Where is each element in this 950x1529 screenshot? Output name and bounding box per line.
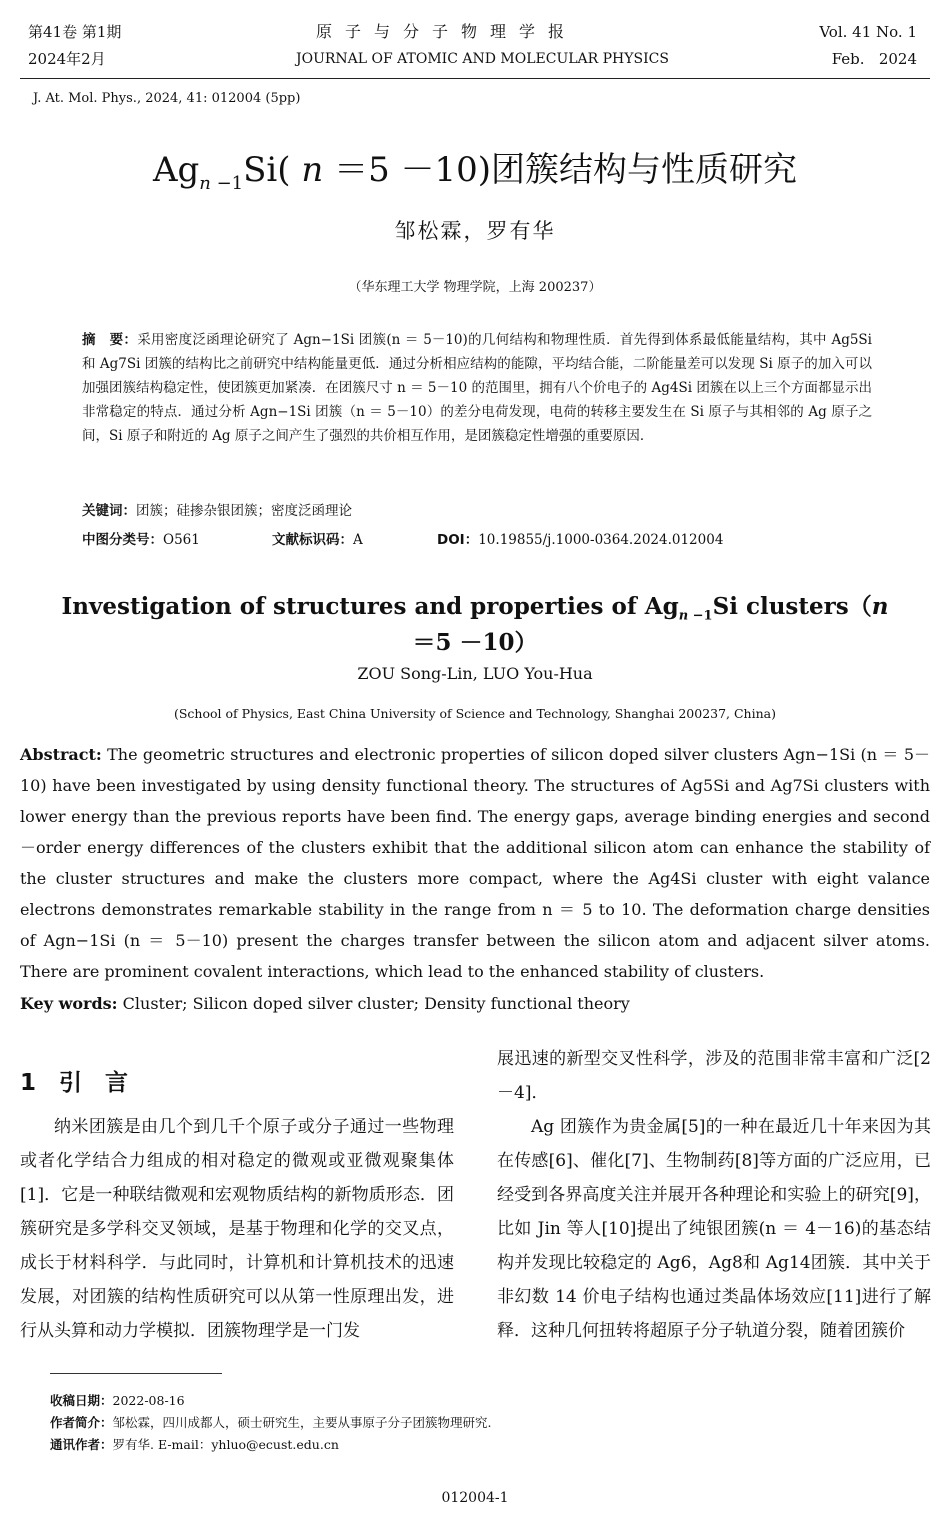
authors-en: ZOU Song-Lin, LUO You-Hua [357, 664, 593, 683]
received-label: 收稿日期： [50, 1393, 113, 1408]
keywords-en [20, 988, 930, 1019]
header-date-en: Feb. 2024 [831, 50, 917, 68]
footnote-author-bio [50, 1412, 492, 1434]
section-heading: 1 引 言 [20, 1070, 129, 1096]
right-column [497, 1042, 931, 1348]
corr-text: 罗有华. E-mail：yhluo@ecust.edu.cn [112, 1437, 339, 1452]
clc-label: 中图分类号： [82, 532, 163, 548]
abstract-cn-label: 摘 要： [82, 332, 138, 348]
bio-label: 作者简介： [50, 1415, 113, 1430]
abstract-en-label: Abstract: [20, 745, 102, 764]
clc-value: O561 [163, 532, 200, 548]
bio-text: 邹松霖，四川成都人，硕士研究生，主要从事原子分子团簇物理研究. [112, 1415, 492, 1430]
received-date: 2022-08-16 [112, 1393, 185, 1408]
doc-label: 文献标识码： [272, 532, 353, 548]
header-rule [20, 78, 930, 79]
title-cn: $Ag_{n -1}Si$( n ＝5 －10)团簇结构与性质研究 [152, 150, 798, 194]
header-date-cn: 2024年2月 [28, 50, 106, 68]
left-column [20, 1110, 454, 1348]
keywords-cn [82, 499, 352, 519]
abstract-en-text: The geometric structures and electronic properties of silicon doped silver clusters Agn−1Si (n ＝ 5－10) have been investigated by using density functional theory. The structures of Ag5Si and Ag7Si clusters with lower energy than the previous reports have been find. The energy gaps, average binding energies and second－order energy differences of the clusters exhibit that the additional silicon atom can enhance the stability of the cluster structures and make the clusters more compact, where the Ag4Si cluster with eight valance electrons demonstrates remarkable stability in the range from n ＝ 5 to 10. The deformation charge densities of Agn−1Si (n ＝ 5－10) present the charges transfer between the silicon atom and adjacent silver atoms. There are prominent covalent interactions, which lead to the enhanced stability of clusters. [20, 745, 931, 981]
abstract-en [20, 739, 930, 987]
page-number: 012004-1 [441, 1490, 509, 1506]
affiliation-cn: （华东理工大学 物理学院，上海 200237） [348, 280, 602, 295]
doi-label: DOI： [437, 532, 479, 548]
right-column-paragraph-1: 展迅速的新型交叉性科学，涉及的范围非常丰富和广泛[2－4]． [497, 1049, 931, 1103]
keywords-en-label: Key words: [20, 994, 118, 1013]
doi [437, 528, 723, 548]
left-column-paragraph: 纳米团簇是由几个到几千个原子或分子通过一些物理或者化学结合力组成的相对稳定的微观或亚微观聚集体[1]．它是一种联结微观和宏观物质结构的新物质形态．团簇研究是多学科交叉领域，是基于物理和化学的交叉点，成长于材料科学．与此同时，计算机和计算机技术的迅速发展，对团簇的结构性质研究可以从第一性原理出发，进行从头算和动力学模拟．团簇物理学是一门发 [20, 1117, 454, 1341]
doc-code [272, 528, 363, 548]
keywords-cn-label: 关键词： [82, 503, 136, 519]
keywords-en-text: Cluster; Silicon doped silver cluster; Density functional theory [122, 994, 630, 1013]
header-journal-en: JOURNAL OF ATOMIC AND MOLECULAR PHYSICS [296, 51, 669, 67]
affiliation-en: (School of Physics, East China University of Science and Technology, Shanghai 200237, China) [173, 706, 776, 721]
footnote-received [50, 1390, 185, 1412]
doc-value: A [353, 532, 363, 548]
title-en: Investigation of structures and properties of $Ag_{n -1}Si$ clusters（n ＝5 －10） [61, 593, 889, 656]
doi-value: 10.19855/j.1000-0364.2024.012004 [478, 532, 724, 548]
right-column-paragraph-2: Ag 团簇作为贵金属[5]的一种在最近几十年来因为其在传感[6]、催化[7]、生物制药[8]等方面的广泛应用，已经受到各界高度关注并展开各种理论和实验上的研究[9]，比如 Jin 等人[10]提出了纯银团簇(n ＝ 4－16)的基态结构并发现比较稳定的 Ag6，Ag8和 Ag14团簇．其中关于非幻数 14 价电子结构也通过类晶体场效应[11]进行了解释．这种几何扭转将超原子分子轨道分裂，随着团簇价 [497, 1117, 931, 1341]
authors-cn: 邹松霖，罗有华 [394, 219, 556, 243]
corr-label: 通讯作者： [50, 1437, 113, 1452]
header-volume-cn: 第41卷 第1期 [28, 23, 122, 41]
abstract-cn [82, 328, 872, 448]
clc-number [82, 528, 200, 548]
citation: J. At. Mol. Phys., 2024, 41: 012004 (5pp) [33, 91, 301, 106]
header-journal-cn: 原子与分子物理学报 [316, 22, 578, 41]
abstract-cn-text: 采用密度泛函理论研究了 Agn−1Si 团簇(n ＝ 5－10)的几何结构和物理性质．首先得到体系最低能量结构，其中 Ag5Si 和 Ag7Si 团簇的结构比之前研究中结构能量更低．通过分析相应结构的能隙，平均结合能，二阶能量差可以发现 Si 原子的加入可以加强团簇结构稳定性，使团簇更加紧凑．在团簇尺寸 n ＝ 5－10 的范围里，拥有八个价电子的 Ag4Si 团簇在以上三个方面都显示出非常稳定的特点．通过分析 Agn−1Si 团簇（n ＝ 5－10）的差分电荷发现，电荷的转移主要发生在 Si 原子与其相邻的 Ag 原子之间，Si 原子和附近的 Ag 原子之间产生了强烈的共价相互作用，是团簇稳定性增强的重要原因． [82, 332, 872, 444]
footnote-corresponding [50, 1434, 339, 1456]
keywords-cn-text: 团簇；硅掺杂银团簇；密度泛函理论 [136, 503, 352, 519]
footnote-rule [50, 1373, 222, 1374]
header-volume-en: Vol. 41 No. 1 [819, 23, 917, 41]
